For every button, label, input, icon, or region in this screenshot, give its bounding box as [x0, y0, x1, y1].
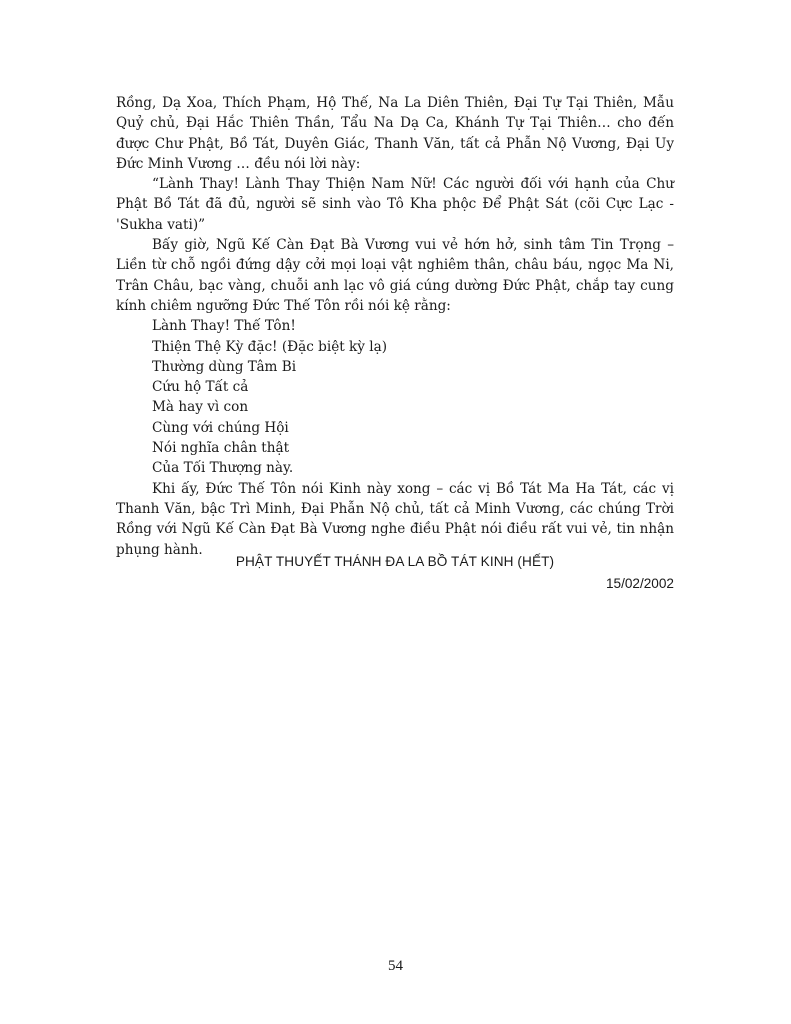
paragraph-3: Bấy giờ, Ngũ Kế Càn Đạt Bà Vương vui vẻ hớn hở, sinh tâm Tin Trọng – Liền từ chỗ ngồi đứng dậy cởi mọi loại vật nghiêm thân, châu báu, ngọc Ma Ni, Trân Châu, bạc vàng, chuỗi anh lạc vô giá cúng dường Đức Phật, chắp tay cung kính chiêm ngưỡng Đức Thế Tôn rồi nói kệ rằng:	[116, 237, 674, 314]
closing-paragraph: Khi ấy, Đức Thế Tôn nói Kinh này xong – các vị Bồ Tát Ma Ha Tát, các vị Thanh Văn, bậc Trì Minh, Đại Phẫn Nộ chủ, tất cả Minh Vương, các chúng Trời Rồng với Ngũ Kế Càn Đạt Bà Vương nghe điều Phật nói điều rất vui vẻ, tin nhận phụng hành.	[116, 480, 674, 558]
verse-line: Lành Thay! Thế Tôn!	[152, 318, 296, 335]
date-stamp: 15/02/2002	[605, 576, 674, 591]
verse-line: Cứu hộ Tất cả	[152, 379, 249, 396]
end-title: PHẬT THUYẾT THÁNH ĐA LA BỒ TÁT KINH (HẾT)	[235, 554, 555, 569]
verse-block	[116, 316, 674, 478]
verse-line: Thường dùng Tâm Bi	[152, 358, 297, 375]
document-body	[116, 93, 674, 560]
verse-line: Mà hay vì con	[152, 399, 249, 416]
paragraph-1: Rồng, Dạ Xoa, Thích Phạm, Hộ Thế, Na La Diên Thiên, Đại Tự Tại Thiên, Mẫu Quỷ chủ, Đại Hắc Thiên Thần, Tẩu Na Dạ Ca, Khánh Tự Tại Thiên… cho đến được Chư Phật, Bồ Tát, Duyên Giác, Thanh Văn, tất cả Phẫn Nộ Vương, Đại Uy Đức Minh Vương … đều nói lời này:	[116, 95, 674, 172]
verse-line: Của Tối Thượng này.	[152, 460, 294, 477]
paragraph-2-quote: “Lành Thay! Lành Thay Thiện Nam Nữ! Các người đối với hạnh của Chư Phật Bồ Tát đã đủ, người sẽ sinh vào Tô Kha phộc Để Phật Sát (cõi Cực Lạc - 'Sukha vati)”	[116, 176, 674, 233]
verse-line: Nói nghĩa chân thật	[152, 440, 290, 457]
verse-line: Thiện Thệ Kỳ đặc! (Đặc biệt kỳ lạ)	[152, 338, 388, 355]
verse-line: Cùng với chúng Hội	[152, 419, 289, 436]
page-number: 54	[388, 958, 403, 974]
